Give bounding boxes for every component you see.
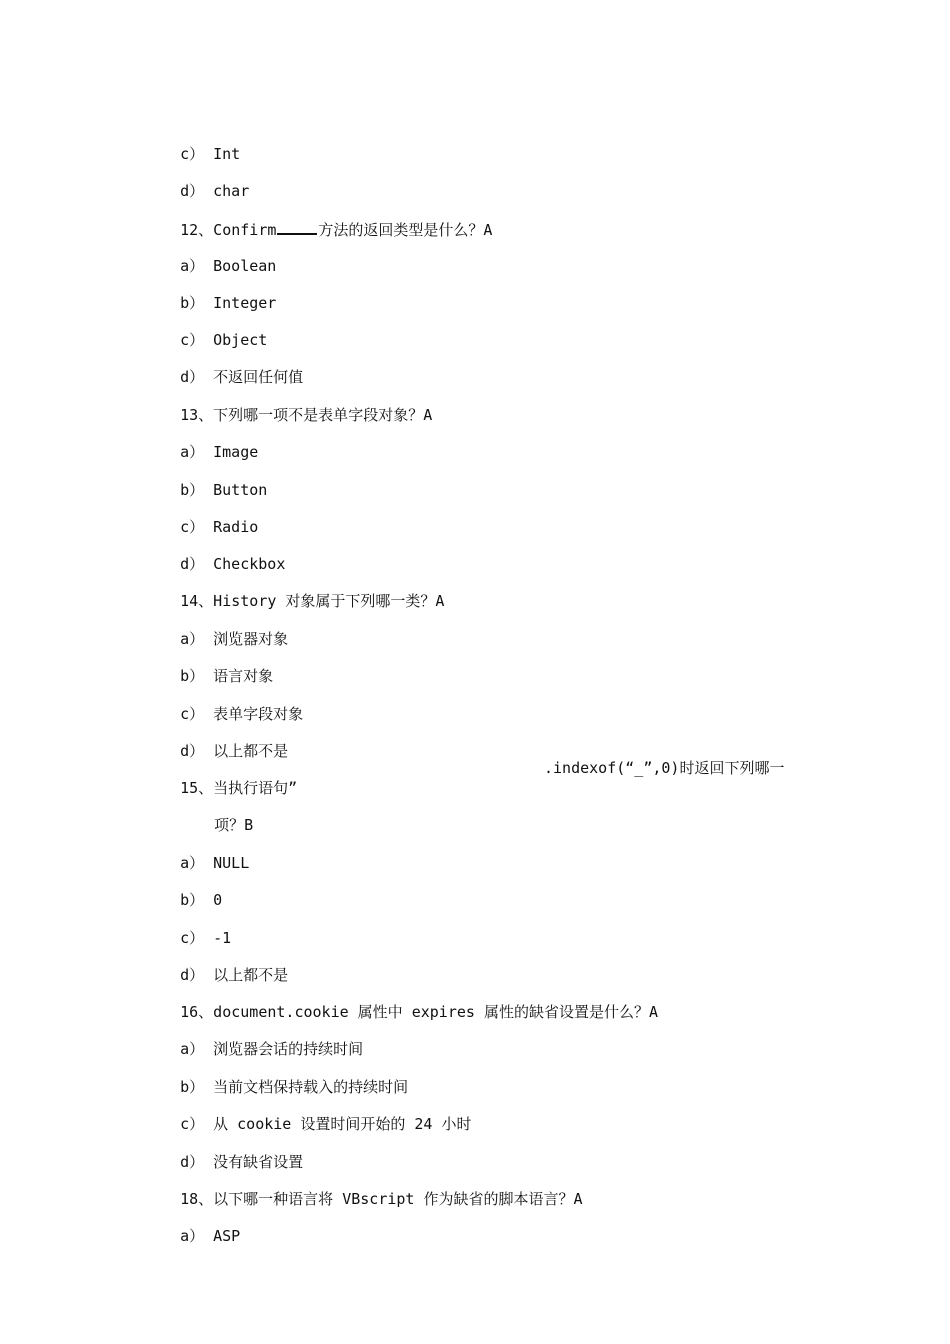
option-text: Checkbox xyxy=(213,555,286,573)
question-text-continued: 项？B xyxy=(214,816,254,834)
option-text: 从 cookie 设置时间开始的 24 小时 xyxy=(213,1115,472,1133)
option-label: a） xyxy=(180,1040,205,1058)
option-text: Int xyxy=(213,145,241,163)
option-text: NULL xyxy=(213,854,250,872)
option-text: Boolean xyxy=(213,257,277,275)
option-text: 当前文档保持载入的持续时间 xyxy=(213,1078,409,1096)
option-text: ASP xyxy=(213,1227,241,1245)
option-text: -1 xyxy=(213,929,232,947)
option-text: 浏览器对象 xyxy=(213,630,289,648)
question-text: 16、document.cookie 属性中 expires 属性的缺省设置是什么？A xyxy=(180,1003,658,1021)
option-label: c） xyxy=(180,145,205,163)
option-label: c） xyxy=(180,929,205,947)
option-label: b） xyxy=(180,667,205,685)
question-text-left: 15、当执行语句” xyxy=(180,779,298,797)
option-label: b） xyxy=(180,481,205,499)
option-text: 不返回任何值 xyxy=(213,368,304,386)
question-text: 13、下列哪一项不是表单字段对象？A xyxy=(180,406,433,424)
option-text: 语言对象 xyxy=(213,667,274,685)
option-label: a） xyxy=(180,630,205,648)
option-text: Integer xyxy=(213,294,277,312)
option-text: Button xyxy=(213,481,268,499)
option-label: d） xyxy=(180,966,205,984)
option-label: d） xyxy=(180,742,205,760)
option-label: b） xyxy=(180,294,205,312)
option-label: c） xyxy=(180,331,205,349)
option-label: b） xyxy=(180,1078,205,1096)
option-label: c） xyxy=(180,1115,205,1133)
question-text: 18、以下哪一种语言将 VBscript 作为缺省的脚本语言？A xyxy=(180,1190,583,1208)
option-text: 以上都不是 xyxy=(213,966,289,984)
option-label: a） xyxy=(180,443,205,461)
option-text: 没有缺省设置 xyxy=(213,1153,304,1171)
option-label: c） xyxy=(180,518,205,536)
option-text: 以上都不是 xyxy=(213,742,289,760)
option-text: Radio xyxy=(213,518,259,536)
option-text: 表单字段对象 xyxy=(213,705,304,723)
question-text: 14、History 对象属于下列哪一类？A xyxy=(180,592,445,610)
option-label: a） xyxy=(180,1227,205,1245)
option-text: Image xyxy=(213,443,259,461)
option-line xyxy=(144,1206,830,1266)
option-label: b） xyxy=(180,891,205,909)
question-text-after-blank: 方法的返回类型是什么？A xyxy=(318,221,493,239)
question-text-right: .indexof(“_”,0)时返回下列哪一 xyxy=(544,759,785,777)
option-text: 0 xyxy=(213,891,223,909)
answer-blank xyxy=(277,219,317,235)
option-label: d） xyxy=(180,555,205,573)
option-text: char xyxy=(213,182,250,200)
option-text: 浏览器会话的持续时间 xyxy=(213,1040,364,1058)
option-label: a） xyxy=(180,854,205,872)
option-label: c） xyxy=(180,705,205,723)
option-label: d） xyxy=(180,182,205,200)
option-label: d） xyxy=(180,368,205,386)
question-text-before-blank: 12、Confirm xyxy=(180,221,277,239)
option-text: Object xyxy=(213,331,268,349)
option-label: d） xyxy=(180,1153,205,1171)
option-label: a） xyxy=(180,257,205,275)
